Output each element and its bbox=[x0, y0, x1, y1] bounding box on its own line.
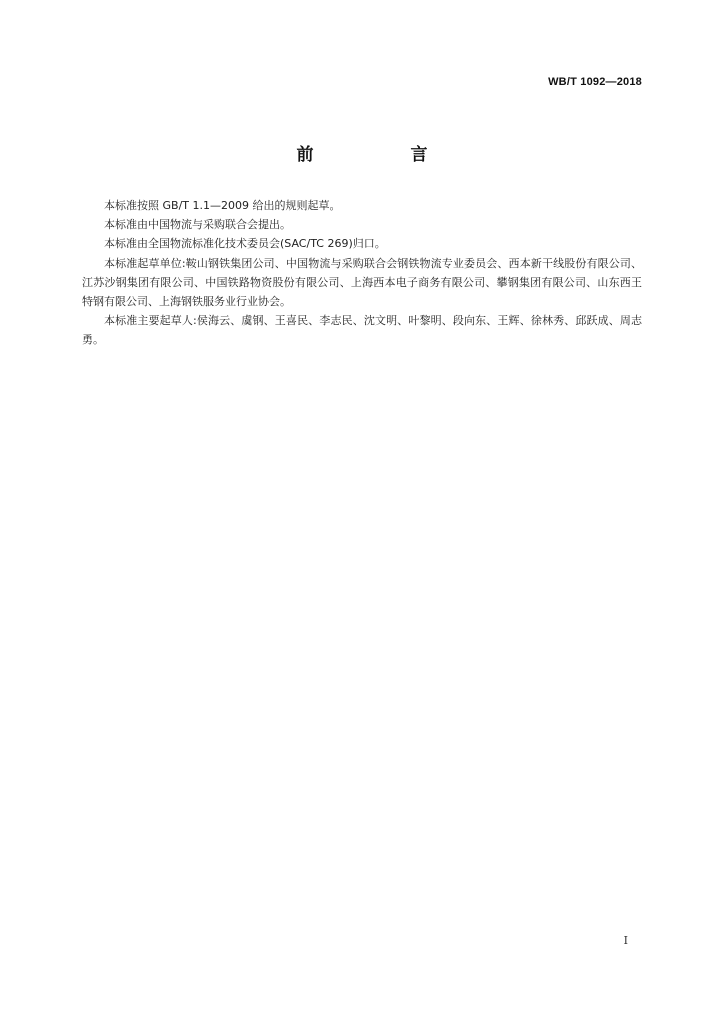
page-title: 前 言 bbox=[296, 145, 468, 165]
paragraph-proposer: 本标准由中国物流与采购联合会提出。 bbox=[104, 218, 291, 232]
paragraph-drafters: 本标准主要起草人:侯海云、虞钢、王喜民、李志民、沈文明、叶黎明、段向东、王辉、徐林秀、邱跃成、周志勇。 bbox=[82, 314, 642, 347]
paragraph-drafting-rules: 本标准按照 GB/T 1.1—2009 给出的规则起草。 bbox=[104, 199, 341, 212]
foreword-body bbox=[82, 196, 642, 350]
standard-code: WB/T 1092—2018 bbox=[548, 76, 642, 88]
page-number: I bbox=[623, 934, 628, 947]
paragraph-committee: 本标准由全国物流标准化技术委员会(SAC/TC 269)归口。 bbox=[104, 237, 386, 251]
paragraph-drafting-units: 本标准起草单位:鞍山钢铁集团公司、中国物流与采购联合会钢铁物流专业委员会、西本新干线股份有限公司、江苏沙钢集团有限公司、中国铁路物资股份有限公司、上海西本电子商务有限公司、攀钢集团有限公司、山东西王特钢有限公司、上海钢铁服务业行业协会。 bbox=[82, 256, 642, 309]
